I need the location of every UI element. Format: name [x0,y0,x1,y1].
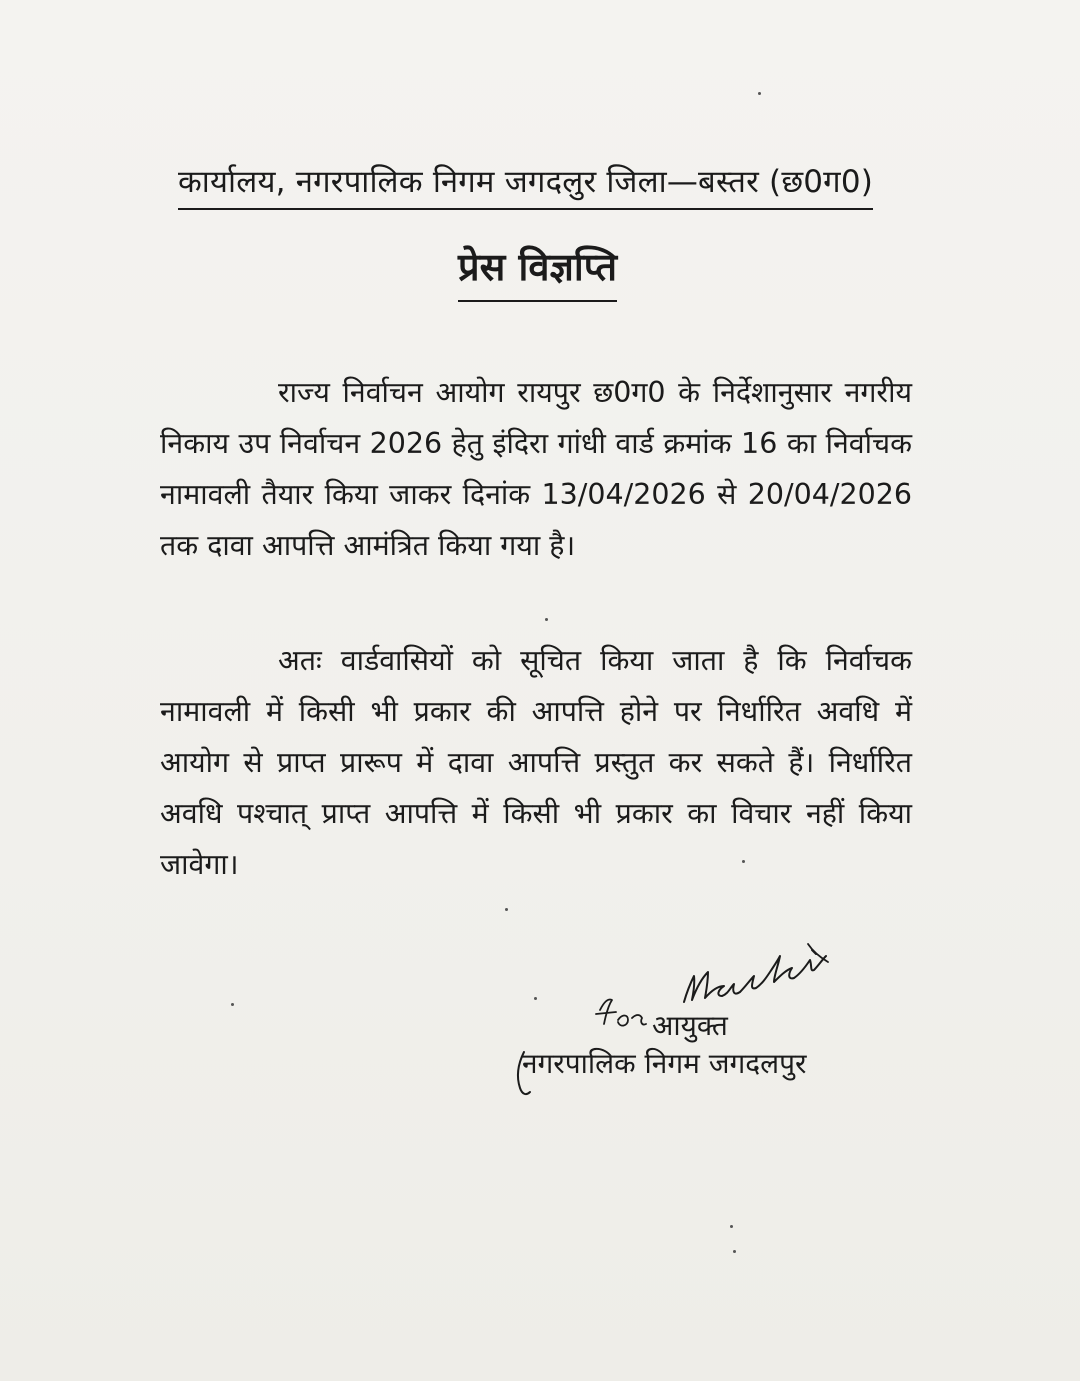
body-paragraph-1: राज्य निर्वाचन आयोग रायपुर छ0ग0 के निर्देशानुसार नगरीय निकाय उप निर्वाचन 2026 हेतु इंदिरा गांधी वार्ड क्रमांक 16 का निर्वाचक नामावली तैयार किया जाकर दिनांक 13/04/2026 से 20/04/2026 तक दावा आपत्ति आमंत्रित किया गया है। [160,376,912,562]
paper-speck [505,908,508,911]
signatory-office: नगरपालिक निगम जगदलपुर [522,1047,807,1080]
body-paragraph-2: अतः वार्डवासियों को सूचित किया जाता है कि निर्वाचक नामावली में किसी भी प्रकार की आपत्ति होने पर निर्धारित अवधि में आयोग से प्राप्त प्रारूप में दावा आपत्ति प्रस्तुत कर सकते हैं। निर्धारित अवधि पश्चात् प्राप्त आपत्ति में किसी भी प्रकार का विचार नहीं किया जावेगा। [160,644,912,881]
signature-block [512,940,892,1110]
paper-speck [758,92,761,95]
paper-speck [730,1225,733,1228]
paper-speck [742,860,745,863]
paper-speck [545,618,548,621]
paper-speck [231,1003,234,1006]
signatory-designation: आयुक्त [652,1009,728,1042]
office-header: कार्यालय, नगरपालिक निगम जगदलुर जिला—बस्तर (छ0ग0) [178,160,873,210]
paper-speck [534,997,537,1000]
paper-speck [733,1250,736,1253]
page-title: प्रेस विज्ञप्ति [458,240,617,302]
